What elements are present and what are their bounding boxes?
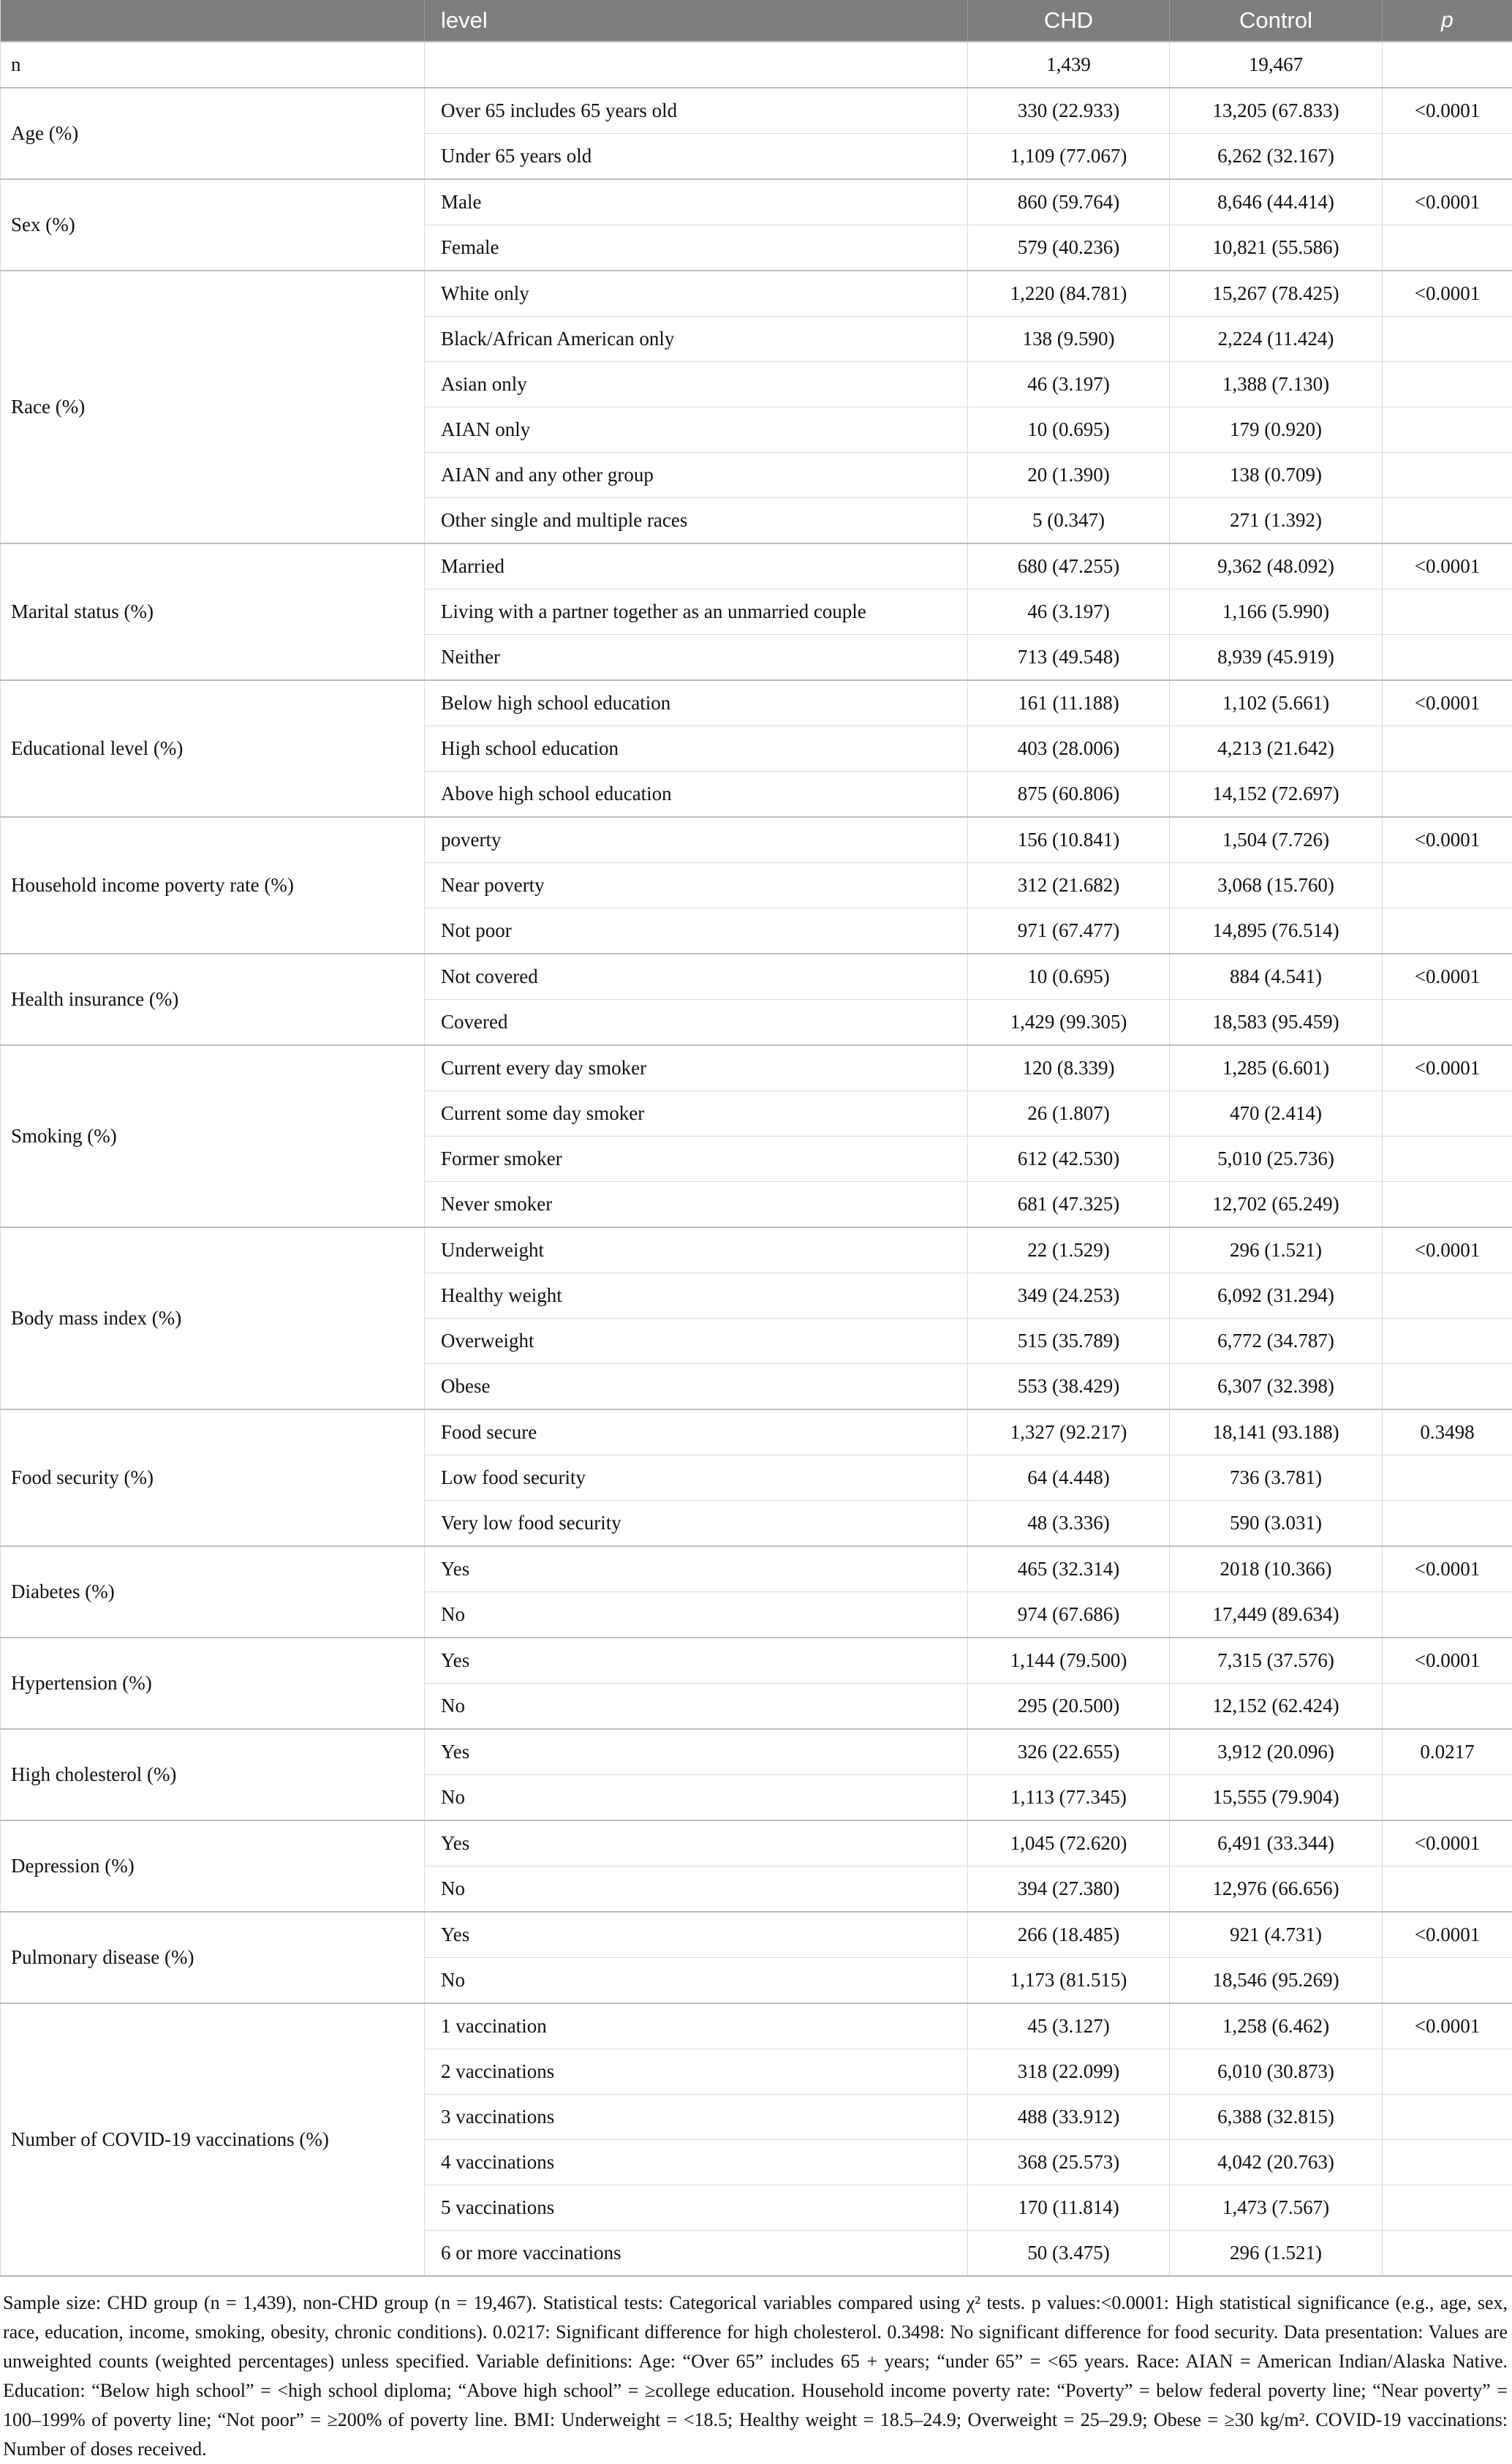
chd-value-cell: 612 (42.530): [968, 1137, 1170, 1182]
p-value-cell: <0.0001: [1383, 954, 1512, 1000]
variable-cell: Race (%): [1, 271, 425, 543]
chd-value-cell: 1,144 (79.500): [968, 1638, 1170, 1684]
p-value-cell: 0.0217: [1383, 1729, 1512, 1775]
header-p-value: p: [1383, 0, 1512, 42]
p-value-cell: <0.0001: [1383, 2003, 1512, 2049]
level-cell: Yes: [425, 1912, 968, 1958]
level-cell: 1 vaccination: [425, 2003, 968, 2049]
chd-value-cell: 974 (67.686): [968, 1592, 1170, 1638]
p-value-cell: <0.0001: [1383, 1546, 1512, 1592]
level-cell: Current some day smoker: [425, 1091, 968, 1137]
chd-value-cell: 860 (59.764): [968, 179, 1170, 225]
control-value-cell: 3,912 (20.096): [1170, 1729, 1383, 1775]
chd-value-cell: 45 (3.127): [968, 2003, 1170, 2049]
chd-value-cell: 681 (47.325): [968, 1182, 1170, 1228]
control-value-cell: 6,010 (30.873): [1170, 2049, 1383, 2095]
header-chd: CHD: [968, 0, 1170, 42]
table-row: [1, 2003, 1512, 2049]
p-value-cell: <0.0001: [1383, 88, 1512, 134]
chd-value-cell: 1,220 (84.781): [968, 271, 1170, 317]
control-value-cell: 14,152 (72.697): [1170, 772, 1383, 818]
chd-value-cell: 20 (1.390): [968, 453, 1170, 498]
control-value-cell: 6,307 (32.398): [1170, 1364, 1383, 1410]
control-value-cell: 1,504 (7.726): [1170, 817, 1383, 863]
level-cell: Yes: [425, 1729, 968, 1775]
level-cell: 2 vaccinations: [425, 2049, 968, 2095]
control-value-cell: 271 (1.392): [1170, 498, 1383, 544]
table-row: [1, 88, 1512, 134]
table-row: [1, 954, 1512, 1000]
p-value-cell: [1383, 635, 1512, 681]
level-cell: No: [425, 1958, 968, 2004]
p-value-cell: [1383, 2095, 1512, 2140]
chd-value-cell: 403 (28.006): [968, 726, 1170, 772]
chd-value-cell: 266 (18.485): [968, 1912, 1170, 1958]
level-cell: [425, 42, 968, 88]
chd-value-cell: 120 (8.339): [968, 1045, 1170, 1091]
table-row: [1, 1912, 1512, 1958]
control-value-cell: 2018 (10.366): [1170, 1546, 1383, 1592]
header-row: [1, 0, 1512, 42]
chd-value-cell: 64 (4.448): [968, 1455, 1170, 1501]
level-cell: AIAN and any other group: [425, 453, 968, 498]
control-value-cell: 4,042 (20.763): [1170, 2140, 1383, 2185]
variable-cell: Marital status (%): [1, 543, 425, 680]
chd-value-cell: 22 (1.529): [968, 1227, 1170, 1273]
chd-value-cell: 26 (1.807): [968, 1091, 1170, 1137]
control-value-cell: 15,555 (79.904): [1170, 1775, 1383, 1821]
control-value-cell: 12,976 (66.656): [1170, 1866, 1383, 1913]
p-value-cell: [1383, 225, 1512, 271]
level-cell: Black/African American only: [425, 317, 968, 362]
level-cell: Over 65 includes 65 years old: [425, 88, 968, 134]
p-value-cell: 0.3498: [1383, 1409, 1512, 1455]
chd-value-cell: 50 (3.475): [968, 2231, 1170, 2277]
level-cell: Near poverty: [425, 863, 968, 908]
p-value-cell: [1383, 908, 1512, 954]
chd-value-cell: 46 (3.197): [968, 362, 1170, 407]
variable-cell: Sex (%): [1, 179, 425, 271]
control-value-cell: 12,702 (65.249): [1170, 1182, 1383, 1228]
level-cell: No: [425, 1866, 968, 1913]
control-value-cell: 296 (1.521): [1170, 1227, 1383, 1273]
chd-value-cell: 465 (32.314): [968, 1546, 1170, 1592]
level-cell: Above high school education: [425, 772, 968, 818]
table-row: [1, 271, 1512, 317]
variable-cell: Educational level (%): [1, 680, 425, 817]
level-cell: 3 vaccinations: [425, 2095, 968, 2140]
p-value-cell: [1383, 1000, 1512, 1046]
p-value-cell: [1383, 498, 1512, 544]
chd-value-cell: 1,327 (92.217): [968, 1409, 1170, 1455]
chd-value-cell: 394 (27.380): [968, 1866, 1170, 1913]
table-row: [1, 1227, 1512, 1273]
level-cell: Low food security: [425, 1455, 968, 1501]
p-value-cell: <0.0001: [1383, 1912, 1512, 1958]
header-level: level: [425, 0, 968, 42]
table-body: [1, 42, 1512, 2276]
p-value-cell: [1383, 726, 1512, 772]
p-value-cell: <0.0001: [1383, 1638, 1512, 1684]
table-row: [1, 42, 1512, 88]
p-value-cell: [1383, 453, 1512, 498]
level-cell: Living with a partner together as an unmarried couple: [425, 589, 968, 635]
level-cell: Asian only: [425, 362, 968, 407]
level-cell: Healthy weight: [425, 1273, 968, 1319]
level-cell: Below high school education: [425, 680, 968, 726]
level-cell: Yes: [425, 1638, 968, 1684]
chd-value-cell: 579 (40.236): [968, 225, 1170, 271]
control-value-cell: 15,267 (78.425): [1170, 271, 1383, 317]
chd-value-cell: 553 (38.429): [968, 1364, 1170, 1410]
chd-value-cell: 318 (22.099): [968, 2049, 1170, 2095]
control-value-cell: 6,388 (32.815): [1170, 2095, 1383, 2140]
variable-cell: Age (%): [1, 88, 425, 179]
chd-value-cell: 1,045 (72.620): [968, 1820, 1170, 1866]
header-variable: [1, 0, 425, 42]
level-cell: Not covered: [425, 954, 968, 1000]
control-value-cell: 12,152 (62.424): [1170, 1684, 1383, 1730]
table-header: [1, 0, 1512, 42]
chd-value-cell: 330 (22.933): [968, 88, 1170, 134]
p-value-cell: [1383, 863, 1512, 908]
control-value-cell: 590 (3.031): [1170, 1501, 1383, 1547]
chd-value-cell: 1,109 (77.067): [968, 134, 1170, 180]
level-cell: Very low food security: [425, 1501, 968, 1547]
p-value-cell: [1383, 407, 1512, 453]
p-value-cell: [1383, 1091, 1512, 1137]
level-cell: Married: [425, 543, 968, 589]
variable-cell: Pulmonary disease (%): [1, 1912, 425, 2003]
level-cell: No: [425, 1775, 968, 1821]
p-value-cell: [1383, 2140, 1512, 2185]
p-value-cell: <0.0001: [1383, 817, 1512, 863]
control-value-cell: 1,285 (6.601): [1170, 1045, 1383, 1091]
control-value-cell: 1,258 (6.462): [1170, 2003, 1383, 2049]
level-cell: 5 vaccinations: [425, 2185, 968, 2231]
variable-cell: Household income poverty rate (%): [1, 817, 425, 954]
control-value-cell: 296 (1.521): [1170, 2231, 1383, 2277]
p-value-cell: [1383, 1684, 1512, 1730]
p-value-cell: <0.0001: [1383, 1045, 1512, 1091]
variable-cell: Health insurance (%): [1, 954, 425, 1045]
p-value-cell: <0.0001: [1383, 179, 1512, 225]
variable-cell: Hypertension (%): [1, 1638, 425, 1729]
variable-cell: High cholesterol (%): [1, 1729, 425, 1820]
level-cell: Obese: [425, 1364, 968, 1410]
variable-cell: Smoking (%): [1, 1045, 425, 1227]
control-value-cell: 470 (2.414): [1170, 1091, 1383, 1137]
level-cell: Food secure: [425, 1409, 968, 1455]
control-value-cell: 3,068 (15.760): [1170, 863, 1383, 908]
chd-value-cell: 349 (24.253): [968, 1273, 1170, 1319]
control-value-cell: 1,473 (7.567): [1170, 2185, 1383, 2231]
p-value-cell: [1383, 2231, 1512, 2277]
level-cell: poverty: [425, 817, 968, 863]
chd-value-cell: 875 (60.806): [968, 772, 1170, 818]
p-value-cell: [1383, 1137, 1512, 1182]
table-row: [1, 1546, 1512, 1592]
level-cell: Neither: [425, 635, 968, 681]
header-control: Control: [1170, 0, 1383, 42]
level-cell: Overweight: [425, 1319, 968, 1364]
chd-value-cell: 48 (3.336): [968, 1501, 1170, 1547]
control-value-cell: 4,213 (21.642): [1170, 726, 1383, 772]
table-row: [1, 680, 1512, 726]
level-cell: Under 65 years old: [425, 134, 968, 180]
chd-value-cell: 1,113 (77.345): [968, 1775, 1170, 1821]
chd-value-cell: 515 (35.789): [968, 1319, 1170, 1364]
p-value-cell: <0.0001: [1383, 1227, 1512, 1273]
level-cell: Yes: [425, 1546, 968, 1592]
control-value-cell: 6,092 (31.294): [1170, 1273, 1383, 1319]
control-value-cell: 1,166 (5.990): [1170, 589, 1383, 635]
chd-value-cell: 5 (0.347): [968, 498, 1170, 544]
table-row: [1, 1638, 1512, 1684]
table-row: [1, 817, 1512, 863]
chd-value-cell: 138 (9.590): [968, 317, 1170, 362]
control-value-cell: 2,224 (11.424): [1170, 317, 1383, 362]
level-cell: High school education: [425, 726, 968, 772]
p-value-cell: [1383, 589, 1512, 635]
control-value-cell: 13,205 (67.833): [1170, 88, 1383, 134]
p-value-cell: [1383, 1592, 1512, 1638]
table-row: [1, 1820, 1512, 1866]
control-value-cell: 18,141 (93.188): [1170, 1409, 1383, 1455]
level-cell: Male: [425, 179, 968, 225]
control-value-cell: 6,262 (32.167): [1170, 134, 1383, 180]
p-value-cell: [1383, 42, 1512, 88]
control-value-cell: 8,939 (45.919): [1170, 635, 1383, 681]
level-cell: 4 vaccinations: [425, 2140, 968, 2185]
level-cell: No: [425, 1592, 968, 1638]
p-value-cell: <0.0001: [1383, 543, 1512, 589]
control-value-cell: 736 (3.781): [1170, 1455, 1383, 1501]
variable-cell: Body mass index (%): [1, 1227, 425, 1409]
p-value-cell: [1383, 1455, 1512, 1501]
level-cell: Yes: [425, 1820, 968, 1866]
chd-value-cell: 1,439: [968, 42, 1170, 88]
p-value-cell: [1383, 134, 1512, 180]
level-cell: 6 or more vaccinations: [425, 2231, 968, 2277]
level-cell: Former smoker: [425, 1137, 968, 1182]
table-row: [1, 543, 1512, 589]
control-value-cell: 6,491 (33.344): [1170, 1820, 1383, 1866]
p-value-cell: [1383, 1501, 1512, 1547]
chd-value-cell: 326 (22.655): [968, 1729, 1170, 1775]
control-value-cell: 7,315 (37.576): [1170, 1638, 1383, 1684]
p-value-cell: [1383, 1958, 1512, 2004]
control-value-cell: 18,546 (95.269): [1170, 1958, 1383, 2004]
p-value-cell: [1383, 772, 1512, 818]
table-row: [1, 1045, 1512, 1091]
level-cell: AIAN only: [425, 407, 968, 453]
control-value-cell: 1,102 (5.661): [1170, 680, 1383, 726]
control-value-cell: 14,895 (76.514): [1170, 908, 1383, 954]
chd-value-cell: 170 (11.814): [968, 2185, 1170, 2231]
table-footnote: Sample size: CHD group (n = 1,439), non-CHD group (n = 19,467). Statistical tests: Categorical variables compared using χ² tests. p values:<0.0001: High statistical significance (e.g., age, sex, race, education, income, smoking, obesity, chronic conditions). 0.0217: Significant difference for high cholesterol. 0.3498: No significant difference for food security. Data presentation: Values are unweighted counts (weighted percentages) unless specified. Variable definitions: Age: “Over 65” includes 65 + years; “under 65” = <65 years. Race: AIAN = American Indian/Alaska Native. Education: “Below high school” = <high school diploma; “Above high school” = ≥college education. Household income poverty rate: “Poverty” = below federal poverty line; “Near poverty” = 100–199% of poverty line; “Not poor” = ≥200% of poverty line. BMI: Underweight = <18.5; Healthy weight = 18.5–24.9; Overweight = 25–29.9; Obese = ≥30 kg/m². COVID-19 vaccinations: Number of doses received.: [0, 2277, 1512, 2464]
chd-value-cell: 156 (10.841): [968, 817, 1170, 863]
p-value-cell: [1383, 1364, 1512, 1410]
level-cell: Underweight: [425, 1227, 968, 1273]
level-cell: Female: [425, 225, 968, 271]
chd-value-cell: 971 (67.477): [968, 908, 1170, 954]
variable-cell: n: [1, 42, 425, 88]
chd-value-cell: 1,429 (99.305): [968, 1000, 1170, 1046]
variable-cell: Food security (%): [1, 1409, 425, 1546]
chd-value-cell: 680 (47.255): [968, 543, 1170, 589]
control-value-cell: 138 (0.709): [1170, 453, 1383, 498]
p-value-cell: [1383, 1866, 1512, 1913]
p-value-cell: [1383, 1775, 1512, 1821]
p-value-cell: [1383, 2185, 1512, 2231]
chd-value-cell: 713 (49.548): [968, 635, 1170, 681]
level-cell: No: [425, 1684, 968, 1730]
p-value-cell: [1383, 362, 1512, 407]
control-value-cell: 179 (0.920): [1170, 407, 1383, 453]
p-value-cell: [1383, 1182, 1512, 1228]
p-value-cell: <0.0001: [1383, 1820, 1512, 1866]
table-row: [1, 179, 1512, 225]
control-value-cell: 9,362 (48.092): [1170, 543, 1383, 589]
chd-value-cell: 10 (0.695): [968, 407, 1170, 453]
p-value-cell: <0.0001: [1383, 271, 1512, 317]
variable-cell: Depression (%): [1, 1820, 425, 1912]
control-value-cell: 5,010 (25.736): [1170, 1137, 1383, 1182]
chd-value-cell: 312 (21.682): [968, 863, 1170, 908]
p-value-cell: [1383, 2049, 1512, 2095]
control-value-cell: 19,467: [1170, 42, 1383, 88]
p-value-cell: <0.0001: [1383, 680, 1512, 726]
chd-value-cell: 295 (20.500): [968, 1684, 1170, 1730]
control-value-cell: 8,646 (44.414): [1170, 179, 1383, 225]
chd-value-cell: 488 (33.912): [968, 2095, 1170, 2140]
control-value-cell: 1,388 (7.130): [1170, 362, 1383, 407]
variable-cell: Diabetes (%): [1, 1546, 425, 1638]
p-value-cell: [1383, 1319, 1512, 1364]
p-value-cell: [1383, 317, 1512, 362]
level-cell: Never smoker: [425, 1182, 968, 1228]
control-value-cell: 921 (4.731): [1170, 1912, 1383, 1958]
control-value-cell: 18,583 (95.459): [1170, 1000, 1383, 1046]
level-cell: Other single and multiple races: [425, 498, 968, 544]
chd-value-cell: 10 (0.695): [968, 954, 1170, 1000]
p-value-cell: [1383, 1273, 1512, 1319]
control-value-cell: 10,821 (55.586): [1170, 225, 1383, 271]
chd-value-cell: 368 (25.573): [968, 2140, 1170, 2185]
level-cell: Covered: [425, 1000, 968, 1046]
chd-value-cell: 46 (3.197): [968, 589, 1170, 635]
control-value-cell: 884 (4.541): [1170, 954, 1383, 1000]
level-cell: White only: [425, 271, 968, 317]
control-value-cell: 6,772 (34.787): [1170, 1319, 1383, 1364]
chd-value-cell: 161 (11.188): [968, 680, 1170, 726]
level-cell: Current every day smoker: [425, 1045, 968, 1091]
variable-cell: Number of COVID-19 vaccinations (%): [1, 2003, 425, 2276]
table-row: [1, 1729, 1512, 1775]
table-row: [1, 1409, 1512, 1455]
control-value-cell: 17,449 (89.634): [1170, 1592, 1383, 1638]
level-cell: Not poor: [425, 908, 968, 954]
chd-value-cell: 1,173 (81.515): [968, 1958, 1170, 2004]
